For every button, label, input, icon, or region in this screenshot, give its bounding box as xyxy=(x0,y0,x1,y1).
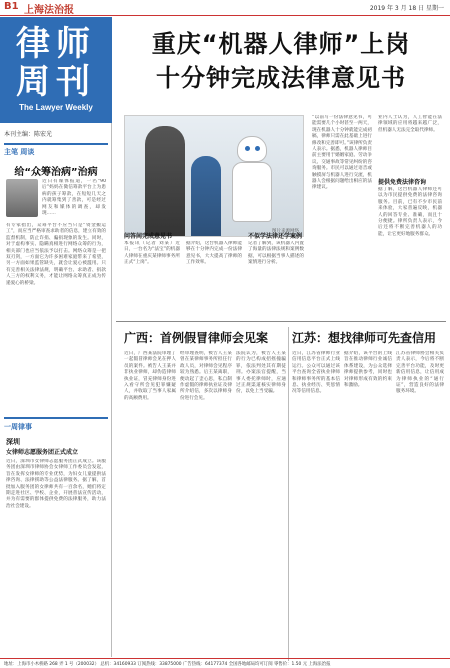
section-b-title: 江苏：想找律师可先查信用 xyxy=(292,331,437,345)
section-b-paragraph: 江苏省律师协会相关负责人表示，今后将不断完善平台功能，及时更新信用信息，让信用成为律师执业的“通行证”，营造良好的法律服务环境。 xyxy=(396,351,444,395)
robot-head-icon xyxy=(237,136,267,162)
subhead-a: 问答间完成意见书 xyxy=(124,233,173,240)
lead-paragraph: 记者了解到，该机器人内置了海量的法律法规和案例数据，可以根据当事人描述的案情进行分析。 xyxy=(248,241,304,266)
lead-paragraph: “以前写一份法律意见书，可能需要几个小时甚至一两天，现在机器人十分钟就能完成初稿，律师只需在此基础上进行修改和完善即可。”该律所负责人表示。据悉，机器人律师目前主要用于婚姻家庭、劳动争议、交通事故等常见纠纷的咨询服务。市民可以通过语音或触摸屏与机器人进行交流，机器人会根据问题给出相应的法律建议。 xyxy=(312,115,372,191)
weekly-news-label: 一周律事 xyxy=(4,423,32,431)
main-content xyxy=(116,17,446,657)
author-portrait xyxy=(6,179,38,217)
photo-person-middle xyxy=(191,156,221,237)
column-divider xyxy=(288,327,289,661)
lead-paragraph: 业内人士认为，人工智能在法律领域的应用将越来越广泛，但机器人无法完全取代律师。 xyxy=(378,115,442,133)
headline-line-1: 重庆“机器人律师”上岗 xyxy=(151,30,411,58)
weekly-news-title: 女律师志愿服务团正式成立 xyxy=(6,449,79,456)
sidebar xyxy=(0,17,112,657)
column-body-lead: 近日有媒体报道，一名“90后”妈妈在微信筹款平台上为患病的孩子筹款，在短短几天之内就筹集到了善款，可是经过网友和媒体的调查，却发现…… xyxy=(42,179,106,217)
column-tag: 主笔 周谈 xyxy=(4,148,35,156)
column-title: 给“众筹治病”治病 xyxy=(14,167,98,178)
lead-paragraph: 本报讯（记者 刘某）近日，一台名为“法宝”的机器人律师在重庆某律师事务所正式“上岗”。 xyxy=(124,241,180,266)
side-paragraph: 据了解，这台机器人律师还可以为市民提供免费的法律咨询服务。目前，已有不少市民前来体验，大家普遍反映，机器人的回答专业、准确，而且十分便捷。律所负责人表示，今后还将不断完善机器人的功能，让它更好地服务群众。 xyxy=(378,187,442,237)
weekly-news-body: 近日，深圳市女律师志愿服务团正式成立。该服务团由深圳市律师协会女律师工作委员会发起，旨在发挥女律师的专业优势，为妇女儿童提供法律咨询、法律援助等公益法律服务。据了解，首批加入服务团的女律师共有一百余名，她们将定期走进社区、学校、企业，开展普法宣传活动，并为有需要的群体提供免费的法律服务，助力法治社会建设。 xyxy=(6,459,106,509)
subhead-b: 不似学法律还学案例 xyxy=(248,233,303,240)
column-body: 有专家指出，众筹平台不应当只是“资金搬运工”，而应当严格审查求助者的信息，建立有效的监督机制，防止诈捐、骗捐现象的发生。同时，对于虚构事实、隐瞒真相进行网络众筹的行为，相关部门也应当依法予以打击。网络众筹是一把双刃剑，一方面它为许多困难家庭带来了希望，另一方面如果监管缺失，就会让爱心被滥用。只有完善相关法律法规，明确平台、求助者、捐款人三方的权利义务，才能让网络众筹真正成为传递爱心的桥梁。 xyxy=(6,223,106,286)
masthead: 上海法治报 xyxy=(24,5,74,16)
photo-credit: 图片来源网络 xyxy=(272,229,299,234)
robot-photo xyxy=(124,115,304,237)
weekly-brand-title: 律师周刊 xyxy=(16,24,96,102)
issue-date: 2019 年 3 月 18 日 星期一 xyxy=(369,5,444,12)
robot-eye-icon xyxy=(245,146,250,151)
section-a-title: 广西：首例假冒律师会见案 xyxy=(124,331,269,345)
robot-body-icon xyxy=(232,162,272,222)
editor-credit: 本刊主编：陈宏光 xyxy=(4,131,53,138)
page-number: B1 xyxy=(4,1,19,12)
headline xyxy=(116,27,446,95)
weekly-news-region: 深圳 xyxy=(6,438,20,446)
page-footer xyxy=(0,658,450,668)
photo-person-left xyxy=(145,126,185,237)
weekly-brand-block xyxy=(0,17,112,123)
footer-text: 地址：上海市小木桥路 268 弄 1 号（200032） 总机：34160933 订阅热线：33875000 广告热线：64177374 全国各地邮局均可订阅 零售价：1.50 元 上海法治报 xyxy=(4,662,331,667)
section-a-paragraph: 经审理查明，被告人王某曾在某律师事务所担任行政人员，对律师会见程序较为熟悉。后王某离职，便动起了歪心思，私自制作虚假的律师执业证及律所介绍信，多次以律师身份进行会见。 xyxy=(180,351,232,401)
section-b-paragraph: 近日，江苏省律师行业信用信息平台正式上线运行。公众可以通过该平台查询全省执业律师和律师事务所的基本信息、执业经历、奖惩情况等信用信息。 xyxy=(292,351,340,395)
section-a-paragraph: 近日，广西某法院审理了一起假冒律师会见在押人员的案件。被告人王某并非执业律师，却伪造律师执业证，冒充律师身份进入看守所会见犯罪嫌疑人，并收取了当事人家属的高额费用。 xyxy=(124,351,176,401)
section-b-paragraph: 据介绍，该平台的上线旨在推动律师行业诚信体系建设，为公众选择律师提供参考，同时也对律师形成有效的约束和激励。 xyxy=(344,351,392,389)
robot-eye-icon xyxy=(255,146,260,151)
lead-paragraph: 据介绍，这台机器人律师能够在十分钟内完成一份法律意见书，大大提高了律师的工作效率。 xyxy=(186,241,242,266)
column-header xyxy=(4,143,108,157)
weekly-brand-subtitle: The Lawyer Weekly xyxy=(19,103,93,112)
headline-line-2: 十分钟完成法律意见书 xyxy=(156,64,406,92)
subhead-c: 提供免费法律咨询 xyxy=(378,179,427,186)
section-divider xyxy=(116,321,446,322)
section-a-paragraph: 法院认为，被告人王某的行为已构成招摇撞骗罪，依法判处其有期徒刑。办案法官提醒，当事人委托律师时，应通过正规渠道核实律师身份，以免上当受骗。 xyxy=(236,351,286,395)
weekly-news-header xyxy=(4,417,108,431)
page-header xyxy=(0,0,450,16)
